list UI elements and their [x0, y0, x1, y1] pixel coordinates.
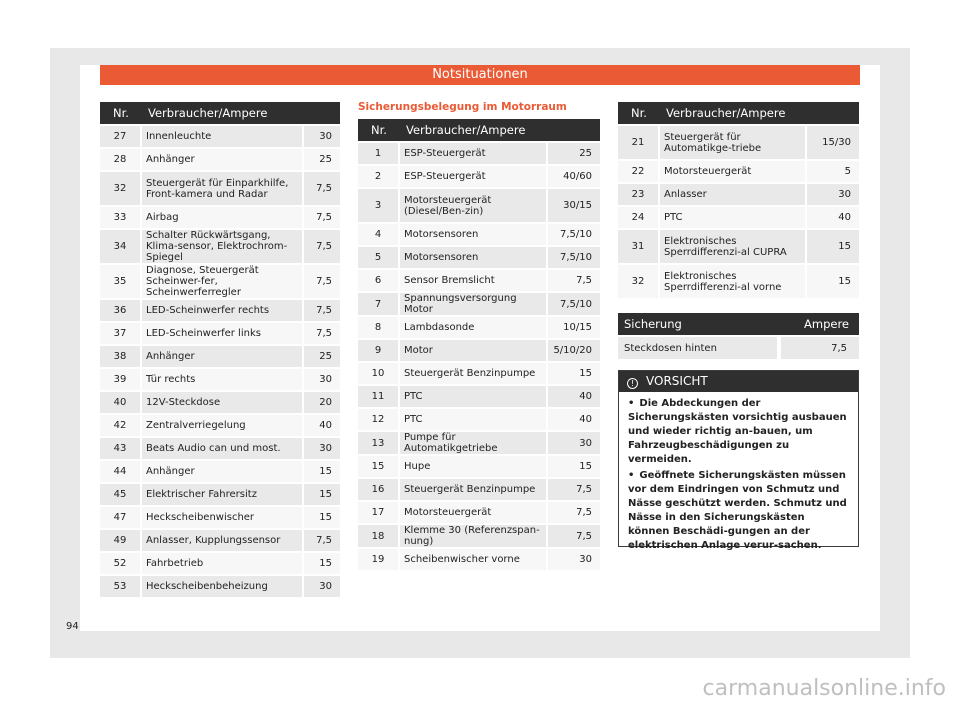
nr-cell: 13 [358, 432, 400, 454]
table-row [358, 270, 600, 291]
column-header-consumer: Verbraucher/Ampere [142, 102, 340, 124]
consumer-cell: ESP-Steuergerät [400, 143, 546, 164]
caution-body [619, 392, 858, 553]
consumer-cell: 12V-Steckdose [142, 392, 302, 413]
ampere-cell: 7,5 [302, 530, 340, 551]
ampere-cell: 7,5 [779, 337, 859, 359]
ampere-cell: 25 [302, 346, 340, 367]
right-fuse-table [618, 100, 859, 300]
nr-cell: 7 [358, 293, 400, 315]
table-row [100, 415, 340, 436]
consumer-cell: LED-Scheinwerfer links [142, 323, 302, 344]
caution-header [619, 371, 858, 392]
table-row [358, 189, 600, 222]
table-row [358, 525, 600, 547]
consumer-cell: Motorsteuergerät (Diesel/Ben-zin) [400, 189, 546, 222]
nr-cell: 53 [100, 576, 142, 597]
middle-fuse-table [358, 117, 600, 572]
table-row [100, 230, 340, 263]
consumer-cell: Motorsensoren [400, 247, 546, 268]
consumer-cell: Sensor Bremslicht [400, 270, 546, 291]
consumer-cell: Zentralverriegelung [142, 415, 302, 436]
ampere-cell: 40 [546, 386, 600, 407]
nr-cell: 2 [358, 166, 400, 187]
consumer-cell: Diagnose, Steuergerät Scheinwer-fer, Scheinwerferregler [142, 265, 302, 298]
consumer-cell: Elektronisches Sperrdifferenzi-al CUPRA [660, 230, 805, 263]
ampere-cell: 30 [302, 126, 340, 147]
nr-cell: 38 [100, 346, 142, 367]
table-row [618, 207, 859, 228]
ampere-cell: 7,5 [302, 230, 340, 263]
table-row [100, 346, 340, 367]
column-header-consumer: Verbraucher/Ampere [400, 119, 600, 141]
column-header-nr: Nr. [358, 119, 400, 141]
column-header-ampere: Ampere [779, 313, 859, 335]
table-row [358, 363, 600, 384]
consumer-cell: Anhänger [142, 149, 302, 170]
table-row [358, 456, 600, 477]
ampere-cell: 7,5 [302, 300, 340, 321]
consumer-cell: Lambdasonde [400, 317, 546, 338]
ampere-cell: 7,5 [546, 270, 600, 291]
ampere-cell: 15 [805, 230, 859, 263]
nr-cell: 44 [100, 461, 142, 482]
consumer-cell: Klemme 30 (Referenzspan-nung) [400, 525, 546, 547]
table-row [100, 207, 340, 228]
ampere-cell: 30 [546, 432, 600, 454]
nr-cell: 24 [618, 207, 660, 228]
table-row [100, 553, 340, 574]
right-fuse-table-container [618, 100, 859, 300]
table-row [100, 149, 340, 170]
nr-cell: 1 [358, 143, 400, 164]
column-header-consumer: Verbraucher/Ampere [660, 102, 859, 124]
table-row [100, 172, 340, 205]
column-header-nr: Nr. [100, 102, 142, 124]
ampere-cell: 40/60 [546, 166, 600, 187]
nr-cell: 8 [358, 317, 400, 338]
consumer-cell: Elektrischer Fahrersitz [142, 484, 302, 505]
nr-cell: 6 [358, 270, 400, 291]
table-row [618, 161, 859, 182]
nr-cell: 42 [100, 415, 142, 436]
caution-item: • Geöffnete Sicherungskästen müssen vor dem Eindringen von Schmutz und Nässe geschützt werden. Schmutz und Nässe in den Sicherungskästen können Beschädi-gungen an der elektrischen Anlage verur-sachen. [628, 469, 849, 553]
ampere-cell: 40 [302, 415, 340, 436]
section-banner: Notsituationen [100, 65, 860, 85]
nr-cell: 16 [358, 479, 400, 500]
consumer-cell: Anhänger [142, 461, 302, 482]
section-subtitle: Sicherungsbelegung im Motorraum [358, 101, 567, 113]
consumer-cell: Anlasser [660, 184, 805, 205]
nr-cell: 39 [100, 369, 142, 390]
ampere-cell: 10/15 [546, 317, 600, 338]
caution-item: • Die Abdeckungen der Sicherungskästen vorsichtig ausbauen und wieder richtig an-bauen, um Fahrzeugbeschädigungen zu vermeiden. [628, 397, 849, 467]
consumer-cell: Motorsteuergerät [400, 502, 546, 523]
ampere-cell: 15 [302, 461, 340, 482]
nr-cell: 47 [100, 507, 142, 528]
ampere-cell: 15 [302, 553, 340, 574]
consumer-cell: Beats Audio can und most. [142, 438, 302, 459]
ampere-cell: 7,5 [302, 323, 340, 344]
ampere-cell: 20 [302, 392, 340, 413]
consumer-cell: Elektronisches Sperrdifferenzi-al vorne [660, 265, 805, 298]
middle-table-body [358, 143, 600, 570]
ampere-cell: 7,5 [302, 172, 340, 205]
nr-cell: 19 [358, 549, 400, 570]
column-header-fuse: Sicherung [618, 313, 779, 335]
table-row [100, 576, 340, 597]
consumer-cell: Fahrbetrieb [142, 553, 302, 574]
table-row [358, 386, 600, 407]
left-fuse-table [100, 100, 340, 599]
consumer-cell: Heckscheibenwischer [142, 507, 302, 528]
ampere-cell: 7,5 [302, 207, 340, 228]
consumer-cell: Scheibenwischer vorne [400, 549, 546, 570]
consumer-cell: ESP-Steuergerät [400, 166, 546, 187]
nr-cell: 3 [358, 189, 400, 222]
ampere-cell: 15 [546, 363, 600, 384]
nr-cell: 36 [100, 300, 142, 321]
nr-cell: 22 [618, 161, 660, 182]
ampere-cell: 7,5/10 [546, 293, 600, 315]
nr-cell: 9 [358, 340, 400, 361]
consumer-cell: LED-Scheinwerfer rechts [142, 300, 302, 321]
middle-fuse-table-container [358, 117, 600, 572]
table-row [618, 230, 859, 263]
table-row [100, 484, 340, 505]
ampere-cell: 40 [546, 409, 600, 430]
ampere-cell: 15 [302, 484, 340, 505]
ampere-cell: 30 [302, 369, 340, 390]
page-number: 94 [66, 621, 79, 632]
consumer-cell: Hupe [400, 456, 546, 477]
nr-cell: 34 [100, 230, 142, 263]
watermark: carmanualsonline.info [702, 676, 946, 701]
nr-cell: 45 [100, 484, 142, 505]
ampere-cell: 7,5 [546, 525, 600, 547]
ampere-cell: 30/15 [546, 189, 600, 222]
nr-cell: 18 [358, 525, 400, 547]
socket-fuse-table-container [618, 311, 859, 361]
table-row [358, 502, 600, 523]
left-fuse-table-container [100, 100, 340, 599]
ampere-cell: 30 [302, 438, 340, 459]
table-row [618, 184, 859, 205]
nr-cell: 40 [100, 392, 142, 413]
consumer-cell: Anhänger [142, 346, 302, 367]
consumer-cell: PTC [400, 386, 546, 407]
ampere-cell: 15 [805, 265, 859, 298]
nr-cell: 27 [100, 126, 142, 147]
table-row [100, 126, 340, 147]
nr-cell: 52 [100, 553, 142, 574]
ampere-cell: 7,5 [302, 265, 340, 298]
table-row [358, 409, 600, 430]
nr-cell: 35 [100, 265, 142, 298]
consumer-cell: Motorsteuergerät [660, 161, 805, 182]
table-row [358, 166, 600, 187]
consumer-cell: Airbag [142, 207, 302, 228]
table-row [358, 479, 600, 500]
ampere-cell: 15/30 [805, 126, 859, 159]
consumer-cell: Motor [400, 340, 546, 361]
consumer-cell: Steuergerät für Einparkhilfe, Front-kamera und Radar [142, 172, 302, 205]
consumer-cell: Pumpe für Automatikgetriebe [400, 432, 546, 454]
consumer-cell: Steuergerät Benzinpumpe [400, 363, 546, 384]
ampere-cell: 25 [546, 143, 600, 164]
table-row [358, 317, 600, 338]
ampere-cell: 30 [805, 184, 859, 205]
socket-fuse-table [618, 311, 859, 361]
nr-cell: 15 [358, 456, 400, 477]
ampere-cell: 15 [546, 456, 600, 477]
consumer-cell: Motorsensoren [400, 224, 546, 245]
table-row [100, 530, 340, 551]
nr-cell: 28 [100, 149, 142, 170]
nr-cell: 23 [618, 184, 660, 205]
ampere-cell: 30 [546, 549, 600, 570]
column-header-nr: Nr. [618, 102, 660, 124]
fuse-name-cell: Steckdosen hinten [618, 337, 779, 359]
nr-cell: 21 [618, 126, 660, 159]
consumer-cell: Anlasser, Kupplungssensor [142, 530, 302, 551]
table-row [100, 438, 340, 459]
table-row [358, 247, 600, 268]
table-row [618, 126, 859, 159]
table-row [100, 300, 340, 321]
table-row [100, 369, 340, 390]
table-row [358, 224, 600, 245]
ampere-cell: 7,5/10 [546, 224, 600, 245]
ampere-cell: 25 [302, 149, 340, 170]
consumer-cell: Steuergerät für Automatikge-triebe [660, 126, 805, 159]
nr-cell: 37 [100, 323, 142, 344]
nr-cell: 17 [358, 502, 400, 523]
nr-cell: 12 [358, 409, 400, 430]
consumer-cell: Tür rechts [142, 369, 302, 390]
right-table-body [618, 126, 859, 298]
nr-cell: 5 [358, 247, 400, 268]
left-table-body [100, 126, 340, 597]
nr-cell: 10 [358, 363, 400, 384]
consumer-cell: Innenleuchte [142, 126, 302, 147]
ampere-cell: 15 [302, 507, 340, 528]
ampere-cell: 7,5 [546, 502, 600, 523]
consumer-cell: Heckscheibenbeheizung [142, 576, 302, 597]
exclamation-circle-icon: ! [627, 378, 638, 389]
table-row [618, 265, 859, 298]
table-row [100, 507, 340, 528]
table-row [100, 461, 340, 482]
nr-cell: 32 [618, 265, 660, 298]
table-row [100, 265, 340, 298]
table-row [100, 392, 340, 413]
consumer-cell: Spannungsversorgung Motor [400, 293, 546, 315]
nr-cell: 43 [100, 438, 142, 459]
consumer-cell: Steuergerät Benzinpumpe [400, 479, 546, 500]
ampere-cell: 7,5/10 [546, 247, 600, 268]
nr-cell: 4 [358, 224, 400, 245]
caution-box [618, 370, 859, 551]
ampere-cell: 7,5 [546, 479, 600, 500]
table-row [358, 293, 600, 315]
nr-cell: 11 [358, 386, 400, 407]
table-row [358, 340, 600, 361]
nr-cell: 49 [100, 530, 142, 551]
ampere-cell: 30 [302, 576, 340, 597]
consumer-cell: PTC [660, 207, 805, 228]
nr-cell: 31 [618, 230, 660, 263]
table-row [358, 432, 600, 454]
ampere-cell: 5 [805, 161, 859, 182]
caution-title: VORSICHT [646, 374, 708, 388]
table-row [100, 323, 340, 344]
consumer-cell: Schalter Rückwärtsgang, Klima-sensor, Elektrochrom-Spiegel [142, 230, 302, 263]
ampere-cell: 40 [805, 207, 859, 228]
ampere-cell: 5/10/20 [546, 340, 600, 361]
table-row [358, 549, 600, 570]
consumer-cell: PTC [400, 409, 546, 430]
table-row [618, 337, 859, 359]
nr-cell: 33 [100, 207, 142, 228]
nr-cell: 32 [100, 172, 142, 205]
table-row [358, 143, 600, 164]
